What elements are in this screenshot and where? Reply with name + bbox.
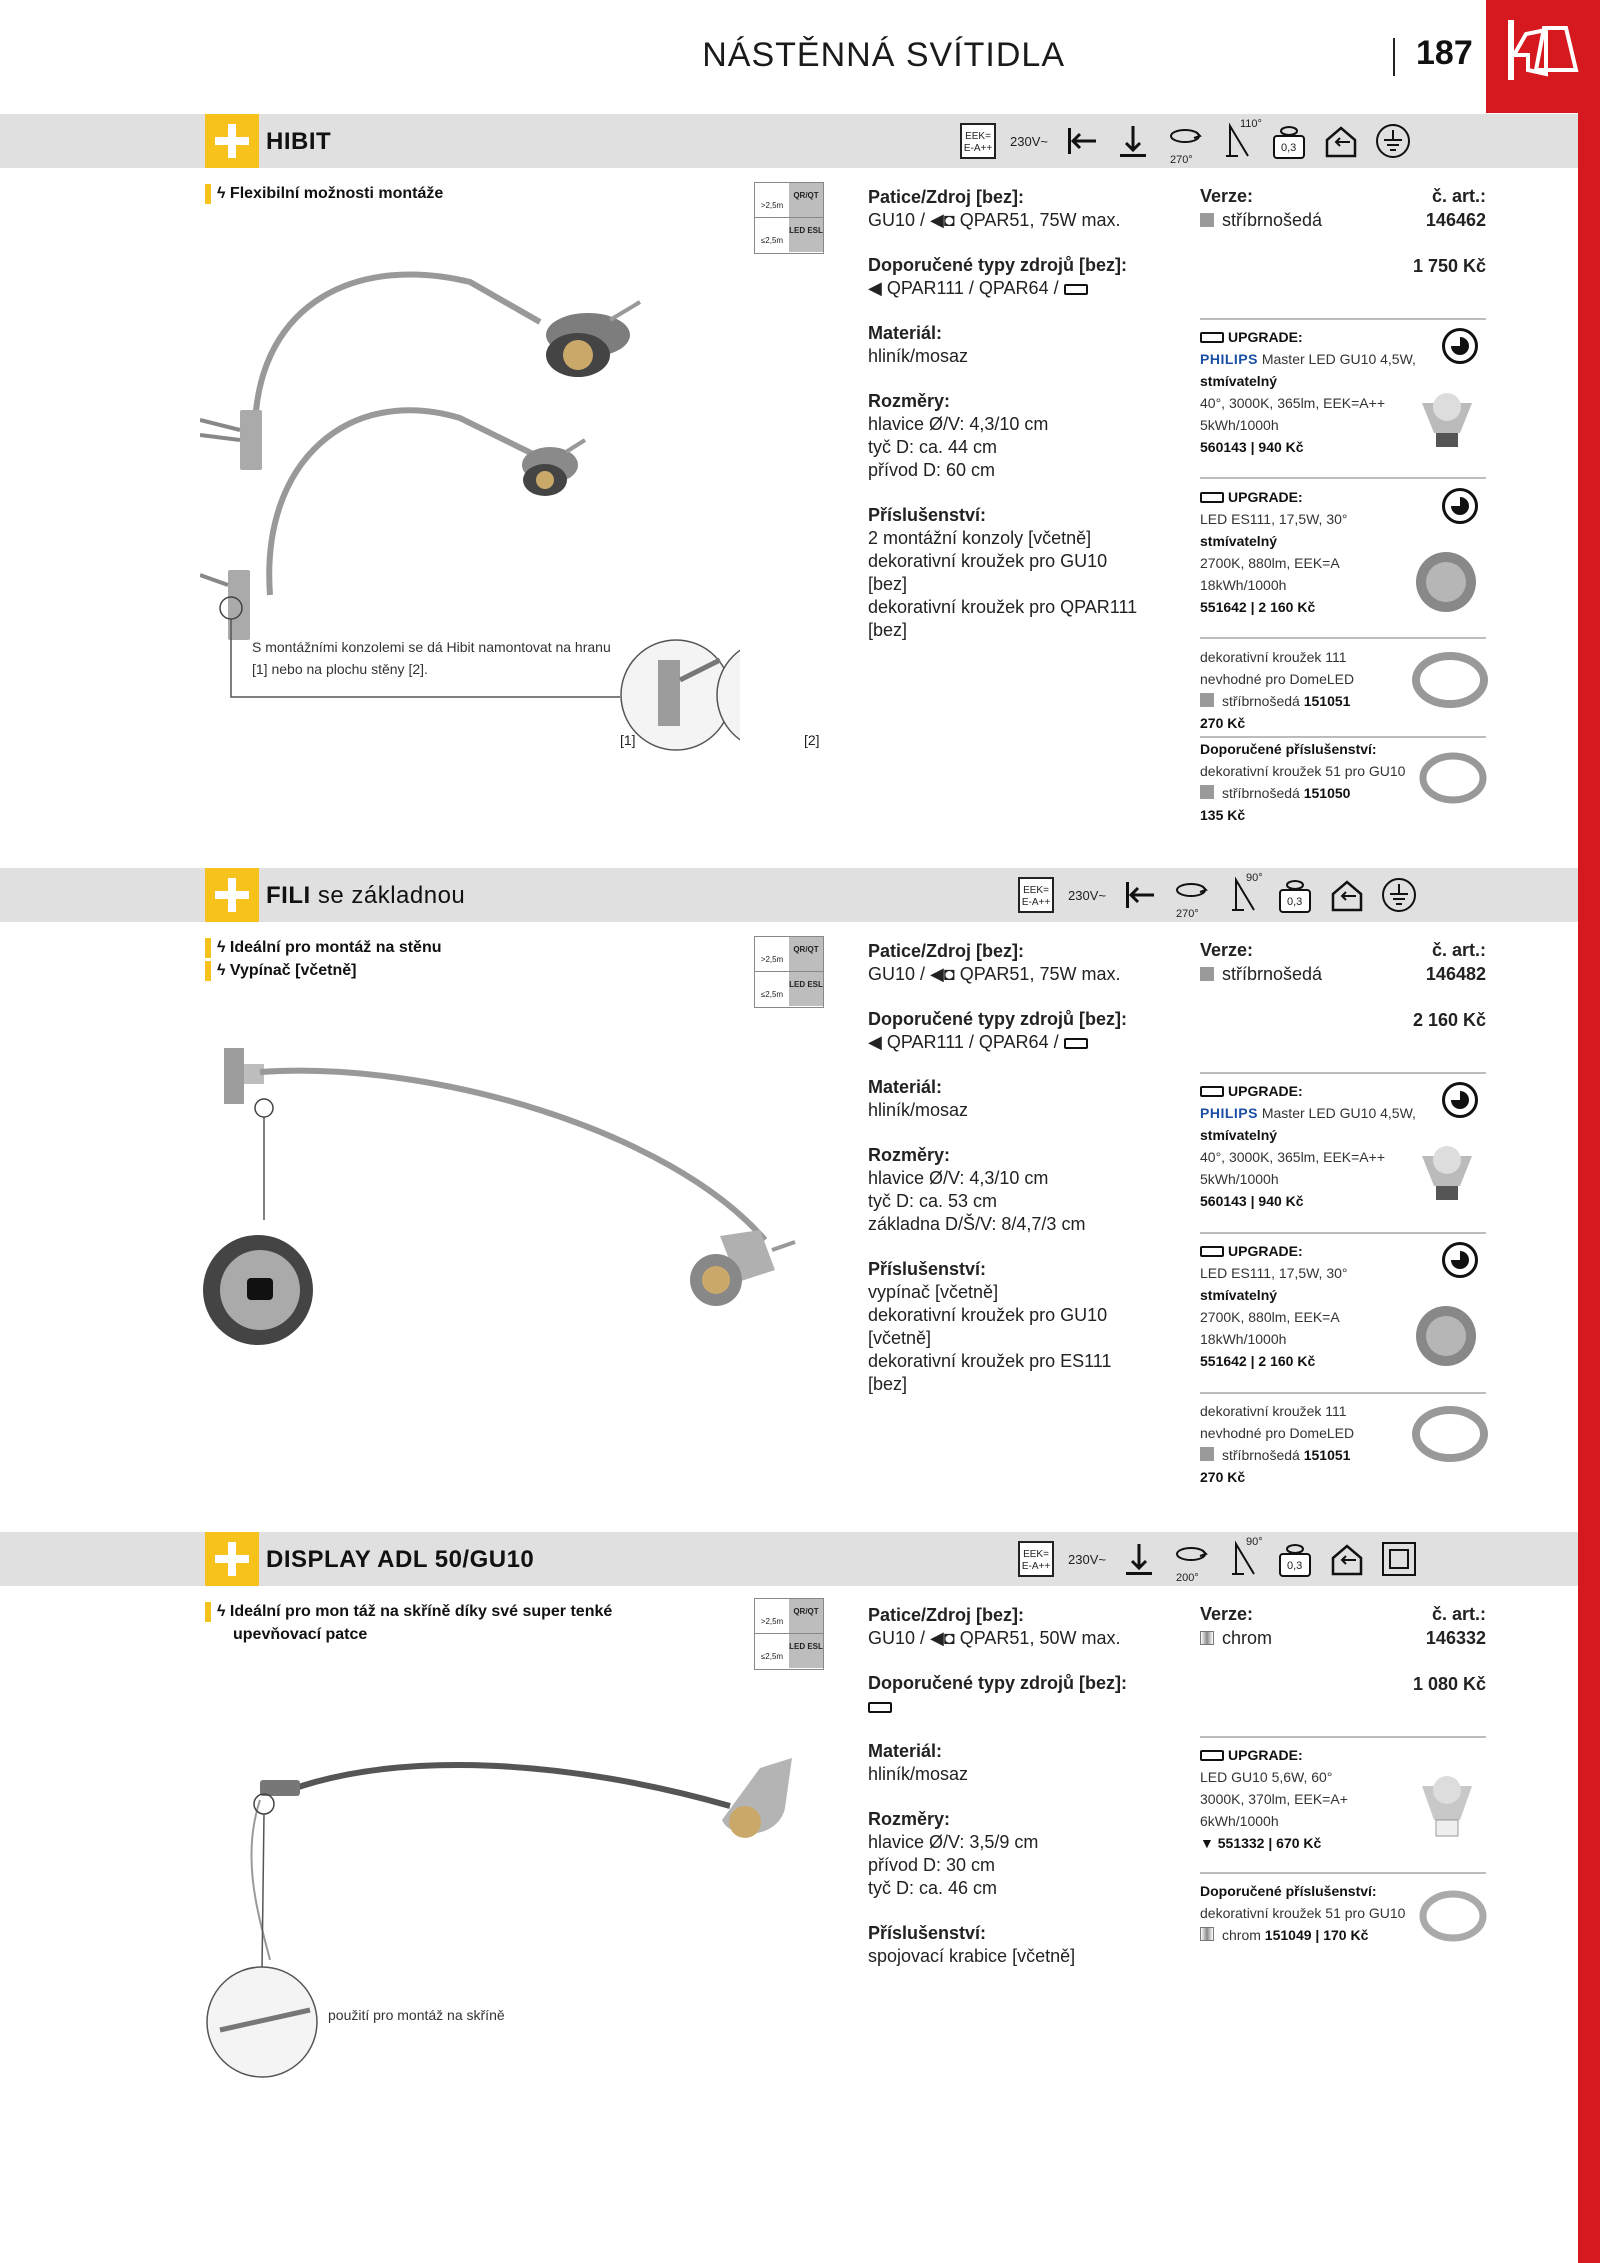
divider bbox=[1200, 1232, 1486, 1234]
product-info: Patice/Zdroj [bez]: GU10 / ◀◘ QPAR51, 75W max. Doporučené typy zdrojů [bez]: ◀ QPAR111 / QPAR64 / Materiál: hliník/mosaz Rozměry: hlavice Ø/V: 4,3/10 cm tyč D: ca. 44 cm přívod D: 60 cm Příslušenství: 2 montážní konzoly [včetně] dekorativní kroužek pro GU10 [bez] dekorativní kroužek pro QPAR111 [bez] bbox=[868, 186, 1168, 664]
upgrade-es111: UPGRADE: LED ES111, 17,5W, 30° stmívatelný 2700K, 880lm, EEK=A 18kWh/1000h 551642 | 2 160 Kč bbox=[1200, 489, 1348, 615]
dimmable-icon bbox=[1442, 488, 1478, 524]
version-value: stříbrnošedá bbox=[1200, 210, 1322, 231]
socket-value: GU10 / ◀◘ QPAR51, 50W max. bbox=[868, 1628, 1121, 1648]
feature-item: ϟ Ideální pro mon táž na skříně díky své super tenké bbox=[205, 1600, 612, 1623]
divider bbox=[1200, 318, 1486, 320]
article-header: č. art.: bbox=[1431, 940, 1486, 960]
ceiling-mount-icon bbox=[1120, 1540, 1158, 1578]
price: 1 080 Kč bbox=[1412, 1674, 1486, 1694]
upgrade-gu10: UPGRADE: LED GU10 5,6W, 60° 3000K, 370lm, EEK=A+ 6kWh/1000h ▼ 551332 | 670 Kč bbox=[1200, 1747, 1348, 1851]
product-title: DISPLAY ADL 50/GU10 bbox=[266, 1546, 535, 1573]
dimmable-icon bbox=[1442, 328, 1478, 364]
es111-bulb-image bbox=[1412, 548, 1482, 618]
protection-class-icon bbox=[1380, 1540, 1418, 1578]
product-info: Patice/Zdroj [bez]: GU10 / ◀◘ QPAR51, 50W max. Doporučené typy zdrojů [bez]: Materiál: hliník/mosaz Rozměry: hlavice Ø/V: 3,5/9 cm přívod D: 30 cm tyč D: ca. 46 cm Příslušenství: spojovací krabice [včetně] bbox=[868, 1604, 1168, 1990]
indoor-icon bbox=[1328, 1540, 1366, 1578]
tilt-icon: 90° bbox=[1224, 876, 1262, 914]
feature-list bbox=[205, 182, 443, 205]
plus-icon bbox=[205, 1532, 259, 1586]
decor-ring-image bbox=[1418, 1888, 1488, 1944]
dimmable-icon bbox=[1442, 1242, 1478, 1278]
voltage-label: 230V~ bbox=[1068, 1551, 1106, 1567]
article-number: 146482 bbox=[1425, 964, 1486, 984]
earth-class-icon bbox=[1380, 876, 1418, 914]
decor-ring-image bbox=[1412, 650, 1488, 710]
product-image-display-adl bbox=[200, 1740, 820, 2080]
tilt-icon: 110° bbox=[1218, 122, 1256, 160]
energy-class-icon: EEK= E-A++ bbox=[960, 123, 996, 159]
wall-mount-icon bbox=[1120, 876, 1158, 914]
voltage-label: 230V~ bbox=[1068, 887, 1106, 903]
weight-icon: 0,3 bbox=[1276, 1540, 1314, 1578]
voltage-label: 230V~ bbox=[1010, 133, 1048, 149]
feature-list bbox=[205, 1600, 612, 1646]
article-number: 146462 bbox=[1425, 210, 1486, 230]
side-red-band bbox=[1578, 113, 1600, 2263]
page-number: 187 bbox=[1416, 34, 1473, 72]
indoor-icon bbox=[1328, 876, 1366, 914]
article-header: č. art.: bbox=[1431, 1604, 1486, 1624]
page-header-title: NÁSTĚNNÁ SVÍTIDLA bbox=[702, 36, 1065, 74]
rotation-icon: 270° bbox=[1166, 122, 1204, 160]
dimmable-icon bbox=[1442, 1082, 1478, 1118]
recommended-accessory: Doporučené příslušenství: dekorativní kroužek 51 pro GU10 stříbrnošedá 151050 135 Kč bbox=[1200, 741, 1406, 823]
icon-row bbox=[1018, 1536, 1418, 1582]
divider bbox=[1200, 1392, 1486, 1394]
header-divider bbox=[1393, 38, 1395, 76]
header-category-tab bbox=[1486, 0, 1600, 113]
recommended-accessory: Doporučené příslušenství: dekorativní kroužek 51 pro GU10 chrom 151049 | 170 Kč bbox=[1200, 1883, 1406, 1943]
price: 2 160 Kč bbox=[1412, 1010, 1486, 1030]
divider bbox=[1200, 637, 1486, 639]
product-title: FILI se základnou bbox=[266, 882, 466, 909]
feature-item: upevňovací patce bbox=[233, 1626, 368, 1643]
recommended-value bbox=[868, 1695, 1168, 1718]
version-value: chrom bbox=[1200, 1628, 1272, 1649]
section-bar-hibit bbox=[0, 114, 1578, 168]
upgrade-es111: UPGRADE: LED ES111, 17,5W, 30° stmívatelný 2700K, 880lm, EEK=A 18kWh/1000h 551642 | 2 160 Kč bbox=[1200, 1243, 1348, 1369]
feature-item: ϟ Flexibilní možnosti montáže bbox=[205, 182, 443, 205]
led-bulb-image bbox=[1412, 385, 1482, 455]
plus-icon bbox=[205, 114, 259, 168]
price: 1 750 Kč bbox=[1412, 256, 1486, 276]
version-header: Verze: bbox=[1200, 186, 1254, 206]
version-value: stříbrnošedá bbox=[1200, 964, 1322, 985]
socket-value: GU10 / ◀◘ QPAR51, 75W max. bbox=[868, 964, 1121, 984]
divider bbox=[1200, 1072, 1486, 1074]
earth-class-icon bbox=[1374, 122, 1412, 160]
upgrade-philips: UPGRADE: PHILIPS Master LED GU10 4,5W, stmívatelný 40°, 3000K, 365lm, EEK=A++ 5kWh/1000h 560143 | 940 Kč bbox=[1200, 1083, 1416, 1209]
feature-item: ϟ Vypínač [včetně] bbox=[205, 959, 442, 982]
divider bbox=[1200, 477, 1486, 479]
product-info: Patice/Zdroj [bez]: GU10 / ◀◘ QPAR51, 75W max. Doporučené typy zdrojů [bez]: ◀ QPAR111 / QPAR64 / Materiál: hliník/mosaz Rozměry: hlavice Ø/V: 4,3/10 cm tyč D: ca. 53 cm základna D/Š/V: 8/4,7/3 cm Příslušenství: vypínač [včetně] dekorativní kroužek pro GU10 [včetně] dekorativní kroužek pro ES111 [bez] bbox=[868, 940, 1168, 1418]
tilt-icon: 90° bbox=[1224, 1540, 1262, 1578]
decor-ring-image bbox=[1418, 750, 1488, 806]
decor-ring-111: dekorativní kroužek 111 nevhodné pro DomeLED stříbrnošedá 151051 270 Kč bbox=[1200, 649, 1355, 731]
wall-lamp-icon bbox=[1486, 0, 1600, 113]
section-bar-fili bbox=[0, 868, 1578, 922]
icon-row bbox=[960, 118, 1412, 164]
product-image-fili bbox=[200, 1040, 820, 1360]
label-2: [2] bbox=[804, 732, 820, 748]
wall-mount-icon bbox=[1062, 122, 1100, 160]
rotation-icon: 200° bbox=[1172, 1540, 1210, 1578]
recommended-value: ◀ QPAR111 / QPAR64 / bbox=[868, 277, 1168, 300]
icon-row bbox=[1018, 872, 1418, 918]
product-image-hibit bbox=[200, 240, 740, 760]
ceiling-mount-icon bbox=[1114, 122, 1152, 160]
indoor-icon bbox=[1322, 122, 1360, 160]
version-header: Verze: bbox=[1200, 940, 1254, 960]
recommended-value: ◀ QPAR111 / QPAR64 / bbox=[868, 1031, 1168, 1054]
image-caption: použití pro montáž na skříně bbox=[328, 2007, 505, 2023]
feature-list bbox=[205, 936, 442, 982]
lamp-spec-table: >2,5m QR/QT ≤2,5m LED ESL bbox=[754, 182, 824, 254]
weight-icon: 0,3 bbox=[1270, 122, 1308, 160]
energy-class-icon: EEK= E-A++ bbox=[1018, 1541, 1054, 1577]
weight-icon: 0,3 bbox=[1276, 876, 1314, 914]
feature-item: ϟ Ideální pro montáž na stěnu bbox=[205, 936, 442, 959]
lamp-spec-table: >2,5m QR/QT ≤2,5m LED ESL bbox=[754, 936, 824, 1008]
led-bulb-image bbox=[1412, 1768, 1482, 1848]
version-header: Verze: bbox=[1200, 1604, 1254, 1624]
energy-class-icon: EEK= E-A++ bbox=[1018, 877, 1054, 913]
led-bulb-image bbox=[1412, 1138, 1482, 1208]
lamp-spec-table: >2,5m QR/QT ≤2,5m LED ESL bbox=[754, 1598, 824, 1670]
image-caption: S montážními konzolemi se dá Hibit namontovat na hranu [1] nebo na plochu stěny [2]. bbox=[252, 639, 611, 677]
article-number: 146332 bbox=[1425, 1628, 1486, 1648]
socket-value: GU10 / ◀◘ QPAR51, 75W max. bbox=[868, 210, 1121, 230]
divider bbox=[1200, 1736, 1486, 1738]
divider bbox=[1200, 1872, 1486, 1874]
decor-ring-image bbox=[1412, 1404, 1488, 1464]
upgrade-philips: UPGRADE: PHILIPS Master LED GU10 4,5W, stmívatelný 40°, 3000K, 365lm, EEK=A++ 5kWh/1000h 560143 | 940 Kč bbox=[1200, 329, 1416, 455]
es111-bulb-image bbox=[1412, 1302, 1482, 1372]
article-header: č. art.: bbox=[1431, 186, 1486, 206]
rotation-icon: 270° bbox=[1172, 876, 1210, 914]
product-title: HIBIT bbox=[266, 128, 332, 155]
section-bar-display-adl bbox=[0, 1532, 1578, 1586]
decor-ring-111: dekorativní kroužek 111 nevhodné pro DomeLED stříbrnošedá 151051 270 Kč bbox=[1200, 1403, 1355, 1485]
plus-icon bbox=[205, 868, 259, 922]
label-1: [1] bbox=[620, 732, 636, 748]
